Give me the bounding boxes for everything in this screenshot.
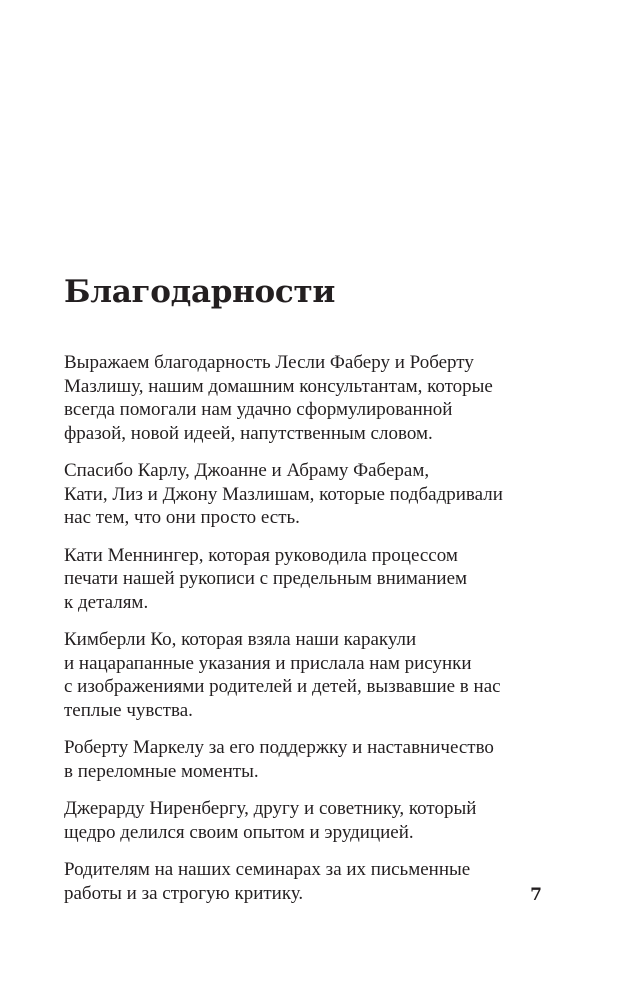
paragraph-1 — [64, 351, 544, 445]
acknowledgements-body — [64, 351, 544, 919]
text-line: Кати, Лиз и Джону Мазлишам, которые подбадривали — [64, 483, 503, 505]
text-line: Спасибо Карлу, Джоанне и Абраму Фаберам, — [64, 460, 430, 481]
paragraph-6 — [64, 797, 544, 844]
paragraph-3 — [64, 544, 544, 615]
page-number: 7 — [530, 885, 542, 905]
paragraph-2 — [64, 459, 544, 530]
text-line: к деталям. — [64, 591, 149, 613]
text-line: и нацарапанные указания и прислала нам рисунки — [64, 652, 472, 674]
paragraph-5 — [64, 736, 544, 783]
text-line: Джерарду Ниренбергу, другу и советнику, который — [64, 798, 477, 819]
text-line: Выражаем благодарность Лесли Фаберу и Роберту — [64, 352, 474, 373]
paragraph-4 — [64, 628, 544, 722]
text-line: теплые чувства. — [64, 699, 193, 721]
text-line: с изображениями родителей и детей, вызвавшие в нас — [64, 676, 501, 697]
text-line: печати нашей рукописи с предельным вниманием — [64, 568, 468, 589]
text-line: Кати Меннингер, которая руководила процессом — [64, 544, 458, 566]
text-line: Родителям на наших семинарах за их письменные — [64, 859, 471, 880]
text-line: Роберту Маркелу за его поддержку и наставничество — [64, 737, 494, 758]
text-line: в переломные моменты. — [64, 760, 259, 782]
text-line: работы и за строгую критику. — [64, 882, 304, 904]
page-title: Благодарности — [64, 274, 336, 310]
text-line: нас тем, что они просто есть. — [64, 507, 300, 528]
text-line: фразой, новой идеей, напутственным словом. — [64, 422, 433, 444]
text-line: щедро делился своим опытом и эрудицией. — [64, 821, 414, 843]
text-line: всегда помогали нам удачно сформулированной — [64, 399, 453, 420]
paragraph-7 — [64, 858, 544, 905]
text-line: Мазлишу, нашим домашним консультантам, которые — [64, 375, 493, 397]
text-line: Кимберли Ко, которая взяла наши каракули — [64, 629, 417, 650]
